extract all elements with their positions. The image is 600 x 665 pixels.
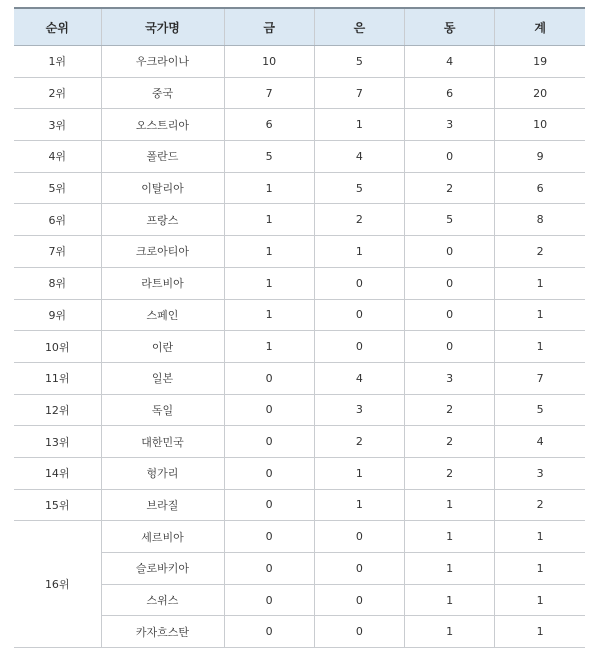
table-row — [14, 141, 585, 173]
country-cell: 세르비아 — [101, 521, 224, 553]
gold-cell: 1 — [224, 267, 314, 299]
country-cell: 우크라이나 — [101, 46, 224, 78]
table-row — [14, 77, 585, 109]
gold-cell: 1 — [224, 236, 314, 268]
bronze-cell: 6 — [405, 77, 495, 109]
country-cell: 폴란드 — [101, 141, 224, 173]
table-row — [14, 457, 585, 489]
bronze-cell: 2 — [405, 426, 495, 458]
total-cell: 10 — [495, 109, 585, 141]
total-cell: 3 — [495, 457, 585, 489]
rank-cell: 13위 — [14, 426, 101, 458]
total-cell: 1 — [495, 584, 585, 616]
bronze-cell: 2 — [405, 172, 495, 204]
header-country: 국가명 — [101, 8, 224, 46]
table-row — [14, 299, 585, 331]
gold-cell: 0 — [224, 584, 314, 616]
bronze-cell: 3 — [405, 109, 495, 141]
country-cell: 일본 — [101, 362, 224, 394]
gold-cell: 0 — [224, 553, 314, 585]
gold-cell: 0 — [224, 394, 314, 426]
table-row — [14, 204, 585, 236]
table-row — [14, 426, 585, 458]
bronze-cell: 1 — [405, 521, 495, 553]
silver-cell: 2 — [314, 204, 404, 236]
country-cell: 브라질 — [101, 489, 224, 521]
silver-cell: 1 — [314, 109, 404, 141]
table-row — [14, 172, 585, 204]
bronze-cell: 2 — [405, 394, 495, 426]
bronze-cell: 3 — [405, 362, 495, 394]
header-gold: 금 — [224, 8, 314, 46]
bronze-cell: 1 — [405, 553, 495, 585]
rank-cell: 14위 — [14, 457, 101, 489]
total-cell: 1 — [495, 553, 585, 585]
gold-cell: 0 — [224, 426, 314, 458]
gold-cell: 7 — [224, 77, 314, 109]
total-cell: 1 — [495, 331, 585, 363]
country-cell: 오스트리아 — [101, 109, 224, 141]
total-cell: 2 — [495, 489, 585, 521]
gold-cell: 10 — [224, 46, 314, 78]
rank-cell: 1위 — [14, 46, 101, 78]
silver-cell: 0 — [314, 553, 404, 585]
table-header — [14, 8, 585, 46]
silver-cell: 1 — [314, 489, 404, 521]
silver-cell: 0 — [314, 299, 404, 331]
silver-cell: 1 — [314, 236, 404, 268]
bronze-cell: 5 — [405, 204, 495, 236]
total-cell: 1 — [495, 616, 585, 648]
total-cell: 1 — [495, 521, 585, 553]
gold-cell: 0 — [224, 457, 314, 489]
total-cell: 1 — [495, 267, 585, 299]
bronze-cell: 1 — [405, 584, 495, 616]
table-row — [14, 46, 585, 78]
medal-table — [14, 7, 585, 648]
table-body — [14, 46, 585, 648]
country-cell: 프랑스 — [101, 204, 224, 236]
header-total: 계 — [495, 8, 585, 46]
gold-cell: 5 — [224, 141, 314, 173]
gold-cell: 1 — [224, 331, 314, 363]
header-rank: 순위 — [14, 8, 101, 46]
silver-cell: 4 — [314, 362, 404, 394]
total-cell: 5 — [495, 394, 585, 426]
gold-cell: 1 — [224, 299, 314, 331]
gold-cell: 1 — [224, 172, 314, 204]
rank-cell: 16위 — [14, 521, 101, 648]
table-row — [14, 521, 585, 553]
bronze-cell: 0 — [405, 299, 495, 331]
rank-cell: 8위 — [14, 267, 101, 299]
silver-cell: 3 — [314, 394, 404, 426]
total-cell: 2 — [495, 236, 585, 268]
total-cell: 19 — [495, 46, 585, 78]
rank-cell: 9위 — [14, 299, 101, 331]
country-cell: 헝가리 — [101, 457, 224, 489]
header-silver: 은 — [314, 8, 404, 46]
total-cell: 6 — [495, 172, 585, 204]
country-cell: 카자흐스탄 — [101, 616, 224, 648]
silver-cell: 0 — [314, 521, 404, 553]
header-row — [14, 8, 585, 46]
table-row — [14, 394, 585, 426]
gold-cell: 0 — [224, 521, 314, 553]
gold-cell: 0 — [224, 489, 314, 521]
total-cell: 1 — [495, 299, 585, 331]
medal-table-container — [14, 7, 585, 648]
bronze-cell: 0 — [405, 236, 495, 268]
bronze-cell: 1 — [405, 616, 495, 648]
bronze-cell: 2 — [405, 457, 495, 489]
country-cell: 대한민국 — [101, 426, 224, 458]
silver-cell: 0 — [314, 616, 404, 648]
table-row — [14, 362, 585, 394]
country-cell: 독일 — [101, 394, 224, 426]
rank-cell: 3위 — [14, 109, 101, 141]
total-cell: 4 — [495, 426, 585, 458]
bronze-cell: 1 — [405, 489, 495, 521]
gold-cell: 6 — [224, 109, 314, 141]
table-row — [14, 267, 585, 299]
rank-cell: 6위 — [14, 204, 101, 236]
gold-cell: 1 — [224, 204, 314, 236]
rank-cell: 15위 — [14, 489, 101, 521]
rank-cell: 4위 — [14, 141, 101, 173]
total-cell: 9 — [495, 141, 585, 173]
total-cell: 8 — [495, 204, 585, 236]
total-cell: 7 — [495, 362, 585, 394]
silver-cell: 4 — [314, 141, 404, 173]
header-bronze: 동 — [405, 8, 495, 46]
rank-cell: 2위 — [14, 77, 101, 109]
silver-cell: 2 — [314, 426, 404, 458]
country-cell: 중국 — [101, 77, 224, 109]
silver-cell: 5 — [314, 46, 404, 78]
country-cell: 이탈리아 — [101, 172, 224, 204]
bronze-cell: 0 — [405, 331, 495, 363]
country-cell: 스위스 — [101, 584, 224, 616]
country-cell: 이란 — [101, 331, 224, 363]
country-cell: 스페인 — [101, 299, 224, 331]
gold-cell: 0 — [224, 362, 314, 394]
rank-cell: 12위 — [14, 394, 101, 426]
silver-cell: 0 — [314, 584, 404, 616]
gold-cell: 0 — [224, 616, 314, 648]
table-row — [14, 489, 585, 521]
country-cell: 슬로바키아 — [101, 553, 224, 585]
silver-cell: 7 — [314, 77, 404, 109]
bronze-cell: 4 — [405, 46, 495, 78]
table-row — [14, 109, 585, 141]
bronze-cell: 0 — [405, 267, 495, 299]
rank-cell: 5위 — [14, 172, 101, 204]
table-row — [14, 236, 585, 268]
rank-cell: 7위 — [14, 236, 101, 268]
silver-cell: 1 — [314, 457, 404, 489]
country-cell: 라트비아 — [101, 267, 224, 299]
country-cell: 크로아티아 — [101, 236, 224, 268]
rank-cell: 10위 — [14, 331, 101, 363]
silver-cell: 5 — [314, 172, 404, 204]
rank-cell: 11위 — [14, 362, 101, 394]
silver-cell: 0 — [314, 331, 404, 363]
bronze-cell: 0 — [405, 141, 495, 173]
total-cell: 20 — [495, 77, 585, 109]
silver-cell: 0 — [314, 267, 404, 299]
table-row — [14, 331, 585, 363]
